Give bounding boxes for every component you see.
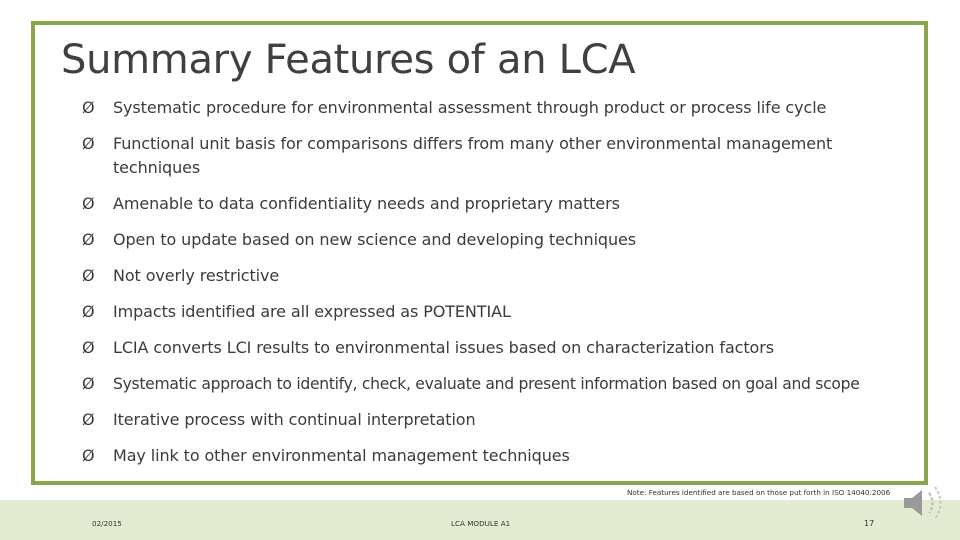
bullet-text: LCIA converts LCI results to environmental issues based on characterization factors: [113, 338, 774, 357]
bullet-arrow-icon: Ø: [82, 410, 95, 429]
bullet-arrow-icon: Ø: [82, 374, 95, 393]
bullet-arrow-icon: Ø: [82, 266, 95, 285]
bullet-text: Functional unit basis for comparisons differs from many other environmental management techniques: [113, 134, 833, 177]
bullet-arrow-icon: Ø: [82, 338, 95, 357]
footer-module: LCA MODULE A1: [451, 519, 511, 528]
bullet-item: [82, 372, 922, 396]
bullet-item: [82, 408, 922, 432]
bullet-item: [82, 444, 922, 468]
bullet-text: Iterative process with continual interpretation: [113, 410, 476, 429]
bullet-item: [82, 96, 922, 120]
bullet-arrow-icon: Ø: [82, 194, 95, 213]
bullet-item: [82, 192, 922, 216]
bullet-arrow-icon: Ø: [82, 230, 95, 249]
bullet-arrow-icon: Ø: [82, 98, 95, 117]
bullet-text: Impacts identified are all expressed as POTENTIAL: [113, 302, 511, 321]
speaker-icon[interactable]: [898, 478, 952, 528]
sound-wave-outer: [935, 487, 941, 519]
bullet-text: Open to update based on new science and developing techniques: [113, 230, 637, 249]
bullet-item: [82, 264, 922, 288]
bullet-item: [82, 336, 922, 360]
bullet-arrow-icon: Ø: [82, 446, 95, 465]
bullet-item: [82, 300, 922, 324]
bullet-text: Not overly restrictive: [113, 266, 280, 285]
slide-number: 17: [864, 519, 875, 528]
source-note: Note: Features identified are based on those put forth in ISO 14040:2006: [627, 488, 891, 497]
bullet-item: [82, 132, 922, 180]
slide-title: Summary Features of an LCA: [61, 37, 636, 83]
bullet-text: May link to other environmental management techniques: [113, 446, 570, 465]
bullet-item: [82, 228, 922, 252]
bullet-text: Systematic procedure for environmental assessment through product or process life cycle: [113, 98, 827, 117]
bullet-arrow-icon: Ø: [82, 134, 95, 153]
footer-date: 02/2015: [92, 519, 122, 528]
speaker-body: [904, 490, 922, 516]
bullet-text: Amenable to data confidentiality needs and proprietary matters: [113, 194, 620, 213]
bullet-arrow-icon: Ø: [82, 302, 95, 321]
sound-wave-inner: [929, 493, 933, 513]
bullet-text: Systematic approach to identify, check, evaluate and present information based on goal and scope: [113, 375, 860, 393]
